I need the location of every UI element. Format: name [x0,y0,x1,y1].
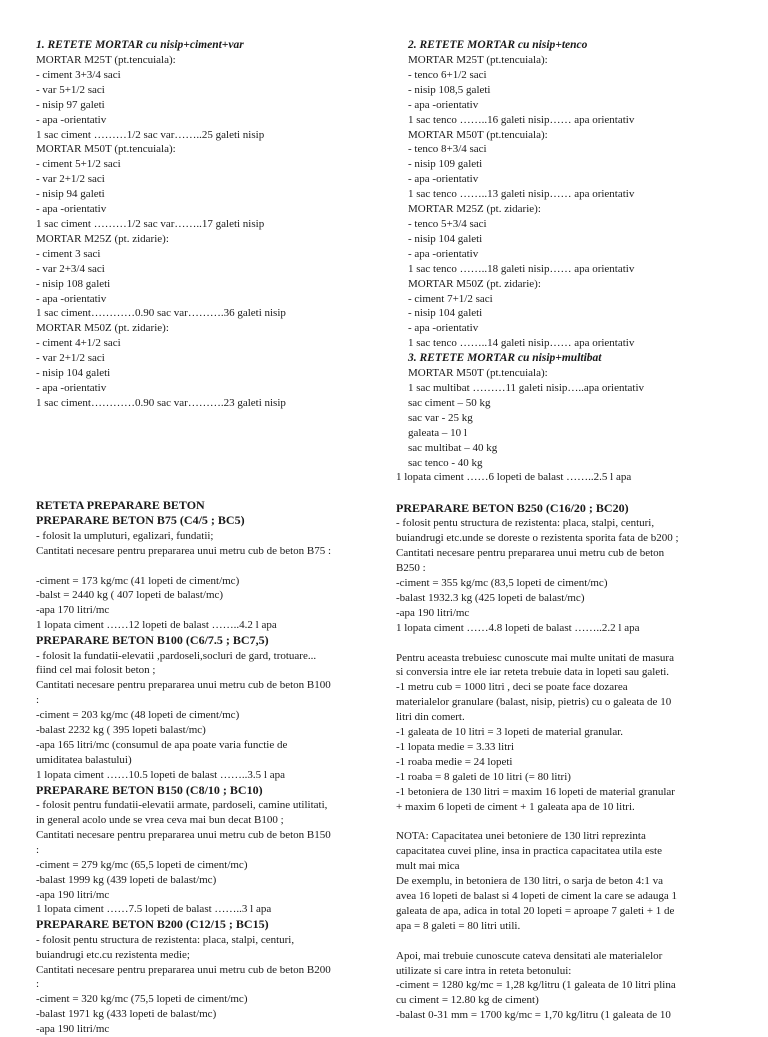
section-heading: PREPARARE BETON B150 (C8/10 ; BC10) [36,782,263,797]
text-line: 1 lopata ciment ……12 lopeti de balast ……..4.2 l apa [36,619,277,632]
text-line: -apa 190 litri/mc [36,888,110,901]
text-line: Cantitati necesare pentru prepararea unui metru cub de beton B100 [36,679,331,692]
text-line: - tenco 6+1/2 saci [408,68,487,81]
blank-line [396,815,756,830]
text-line: -1 galeata de 10 litri = 3 lopeti de material granular. [396,726,624,739]
text-line: - folosit la fundatii-elevatii ,pardoseli,socluri de gard, trotuare... [36,649,317,662]
text-line: apa = 8 galeti = 80 litri utili. [396,919,521,932]
text-line: 1 sac ciment ………1/2 sac var……..17 galeti nisip [36,217,265,230]
text-line: fiind cel mai folosit beton ; [36,664,156,677]
text-line: 1 lopata ciment ……6 lopeti de balast ……..2.5 l apa [396,471,632,484]
text-line: 1 sac tenco ……..13 galeti nisip…… apa orientativ [408,188,635,201]
section-heading: PREPARARE BETON B75 (C4/5 ; BC5) [36,513,245,528]
blank-line [36,559,391,574]
text-line: : [36,978,40,991]
text-line: - apa -orientativ [408,173,479,186]
text-line: -1 lopata medie = 3.33 litri [396,740,515,753]
text-line: -balast 1971 kg (433 lopeti de balast/mc) [36,1008,217,1021]
text-line: capacitatea cuvei pline, insa in practica capacitatea utila este [396,845,662,858]
text-line: sac ciment – 50 kg [408,396,491,409]
text-line: MORTAR M50Z (pt. zidarie): [36,322,169,335]
text-line: - nisip 104 galeti [36,367,111,380]
text-line: - nisip 94 galeti [36,188,105,201]
text-line: -apa 170 litri/mc [36,604,110,617]
text-line: 1 lopata ciment ……10.5 lopeti de balast ……..3.5 l apa [36,768,285,781]
text-line: - ciment 4+1/2 saci [36,337,121,350]
text-line: -ciment = 279 kg/mc (65,5 lopeti de ciment/mc) [36,858,248,871]
text-line: MORTAR M25Z (pt. zidarie): [36,232,169,245]
text-line: - apa -orientativ [36,292,107,305]
text-line: litri din comert. [396,711,465,724]
text-line: MORTAR M50Z (pt. zidarie): [408,277,541,290]
text-line: si conversia intre ele iar reteta trebuie data in lopeti sau galeti. [396,666,670,679]
section-heading: PREPARARE BETON B100 (C6/7.5 ; BC7,5) [36,633,269,648]
text-line: - nisip 108,5 galeti [408,83,491,96]
text-line: galeata – 10 l [408,426,467,439]
text-line: -apa 190 litri/mc [396,606,470,619]
text-line: : [36,843,40,856]
section-heading: PREPARARE BETON B200 (C12/15 ; BC15) [36,917,269,932]
text-line: - apa -orientativ [36,203,107,216]
text-line: MORTAR M25T (pt.tencuiala): [408,54,548,66]
text-line: mult mai mica [396,860,460,873]
text-line: - var 2+3/4 saci [36,262,105,275]
text-line: - folosit pentru fundatii-elevatii armate, pardoseli, camine utilitati, [36,799,328,812]
text-line: - tenco 8+3/4 saci [408,143,487,156]
text-line: 1 sac tenco ……..16 galeti nisip…… apa orientativ [408,113,635,126]
col1-bottom [36,498,391,1037]
blank-line [396,636,756,651]
text-line: 1 sac ciment…………0.90 sac var……….36 galeti nisip [36,307,286,320]
text-line: Apoi, mai trebuie cunoscute cateva densitati ale materialelor [396,949,663,962]
text-line: - var 2+1/2 saci [36,173,105,186]
text-line: - apa -orientativ [36,113,107,126]
col2-bottom [396,501,756,1023]
text-line: 1 sac tenco ……..18 galeti nisip…… apa orientativ [408,262,635,275]
text-line: 1 sac tenco ……..14 galeti nisip…… apa orientativ [408,337,635,350]
text-line: MORTAR M50T (pt.tencuiala): [408,367,548,380]
text-line: sac var - 25 kg [408,411,473,424]
text-line: - nisip 97 galeti [36,98,105,111]
text-line: Cantitati necesare pentru prepararea unui metru cub de beton B150 [36,828,331,841]
text-line: : [36,694,40,707]
text-line: -apa 165 litri/mc (consumul de apa poate varia functie de [36,738,288,751]
text-line: - apa -orientativ [408,247,479,260]
text-line: -ciment = 320 kg/mc (75,5 lopeti de ciment/mc) [36,993,248,1006]
text-line: -apa 190 litri/mc [36,1023,110,1036]
text-line: -ciment = 355 kg/mc (83,5 lopeti de ciment/mc) [396,577,608,590]
section-heading: RETETA PREPARARE BETON [36,498,205,512]
text-line: - tenco 5+3/4 saci [408,217,487,230]
text-line: -1 roaba medie = 24 lopeti [396,755,513,768]
text-line: -ciment = 203 kg/mc (48 lopeti de ciment/mc) [36,709,240,722]
text-line: Cantitati necesare pentru prepararea unui metru cub de beton B75 : [36,544,332,557]
text-line: - folosit pentu structura de rezistenta: placa, stalpi, centuri, [396,517,655,530]
text-line: - folosit la umpluturi, egalizari, fundatii; [36,529,214,542]
text-line: NOTA: Capacitatea unei betoniere de 130 litri reprezinta [396,830,646,843]
text-line: buiandrugi etc.cu rezistenta medie; [36,948,190,961]
text-line: - ciment 5+1/2 saci [36,158,121,171]
text-line: utilizate si care intra in reteta betonului: [396,964,572,977]
text-line: MORTAR M50T (pt.tencuiala): [408,128,548,141]
text-line: sac multibat – 40 kg [408,441,498,454]
section-heading: 2. RETETE MORTAR cu nisip+tenco [408,39,588,51]
text-line: - ciment 7+1/2 saci [408,292,493,305]
text-line: - nisip 108 galeti [36,277,111,290]
text-line: -balst = 2440 kg ( 407 lopeti de balast/mc) [36,589,224,602]
text-line: Cantitati necesare pentru prepararea unui metru cub de beton B200 [36,963,331,976]
section-heading: 3. RETETE MORTAR cu nisip+multibat [408,352,602,365]
text-line: -balast 2232 kg ( 395 lopeti balast/mc) [36,724,206,737]
text-line: De exemplu, in betoniera de 130 litri, o sarja de beton 4:1 va [396,875,663,888]
text-line: -balast 0-31 mm = 1700 kg/mc = 1,70 kg/litru (1 galeata de 10 [396,1009,671,1022]
text-line: Pentru aceasta trebuiesc cunoscute mai multe unitati de masura [396,651,674,664]
text-line: - apa -orientativ [408,322,479,335]
text-line: MORTAR M25Z (pt. zidarie): [408,203,541,216]
text-line: -balast 1932.3 kg (425 lopeti de balast/mc) [396,591,585,604]
text-line: galeata de apa, adica in total 20 lopeti = aproape 7 galeti + 1 de [396,904,675,917]
text-line: buiandrugi etc.unde se doreste o rezistenta sporita fata de b200 ; [396,532,679,545]
text-line: + maxim 6 lopeti de ciment + 1 galeata apa de 10 litri. [396,800,635,813]
text-line: -1 betoniera de 130 litri = maxim 16 lopeti de material granular [396,785,675,798]
section-heading: 1. RETETE MORTAR cu nisip+ciment+var [36,39,244,51]
text-line: MORTAR M25T (pt.tencuiala): [36,54,176,66]
text-line: cu ciment = 12.80 kg de ciment) [396,994,539,1007]
text-line: - apa -orientativ [36,381,107,394]
text-line: - nisip 109 galeti [408,158,483,171]
text-line: Cantitati necesare pentru prepararea unui metru cub de beton [396,547,665,560]
text-line: materialelor granulare (balast, nisip, pietris) cu o galeata de 10 [396,696,672,709]
text-line: avea 16 lopeti de balast si 4 lopeti de ciment la care se adauga 1 [396,890,677,903]
text-line: - var 2+1/2 saci [36,352,105,365]
text-line: 1 lopata ciment ……4.8 lopeti de balast ……..2.2 l apa [396,621,640,634]
blank-line [396,934,756,949]
text-line: 1 sac multibat ………11 galeti nisip…..apa orientativ [408,382,645,395]
text-line: -balast 1999 kg (439 lopeti de balast/mc) [36,873,217,886]
col2-top [396,38,756,485]
col1-top [36,38,391,411]
text-line: B250 : [396,562,426,575]
text-line: -ciment = 1280 kg/mc = 1,28 kg/litru (1 galeata de 10 litri plina [396,979,676,992]
text-line: umiditatea balastului) [36,753,132,766]
text-line: sac tenco - 40 kg [408,456,483,469]
text-line: - nisip 104 galeti [408,232,483,245]
text-line: - var 5+1/2 saci [36,83,105,96]
text-line: -ciment = 173 kg/mc (41 lopeti de ciment/mc) [36,574,240,587]
text-line: - nisip 104 galeti [408,307,483,320]
text-line: - ciment 3+3/4 saci [36,68,121,81]
text-line: -1 roaba = 8 galeti de 10 litri (= 80 litri) [396,770,571,783]
text-line: - folosit pentu structura de rezistenta: placa, stalpi, centuri, [36,933,295,946]
text-line: -1 metru cub = 1000 litri , deci se poate face dozarea [396,681,628,694]
text-line: 1 sac ciment…………0.90 sac var……….23 galeti nisip [36,396,286,409]
text-line: 1 lopata ciment ……7.5 lopeti de balast ……..3 l apa [36,903,272,916]
text-line: MORTAR M50T (pt.tencuiala): [36,143,176,156]
text-line: in general acolo unde se vrea ceva mai bun decat B100 ; [36,814,284,827]
text-line: - apa -orientativ [408,98,479,111]
text-line: 1 sac ciment ………1/2 sac var……..25 galeti nisip [36,128,265,141]
text-line: - ciment 3 saci [36,247,101,260]
section-heading: PREPARARE BETON B250 (C16/20 ; BC20) [396,501,629,515]
